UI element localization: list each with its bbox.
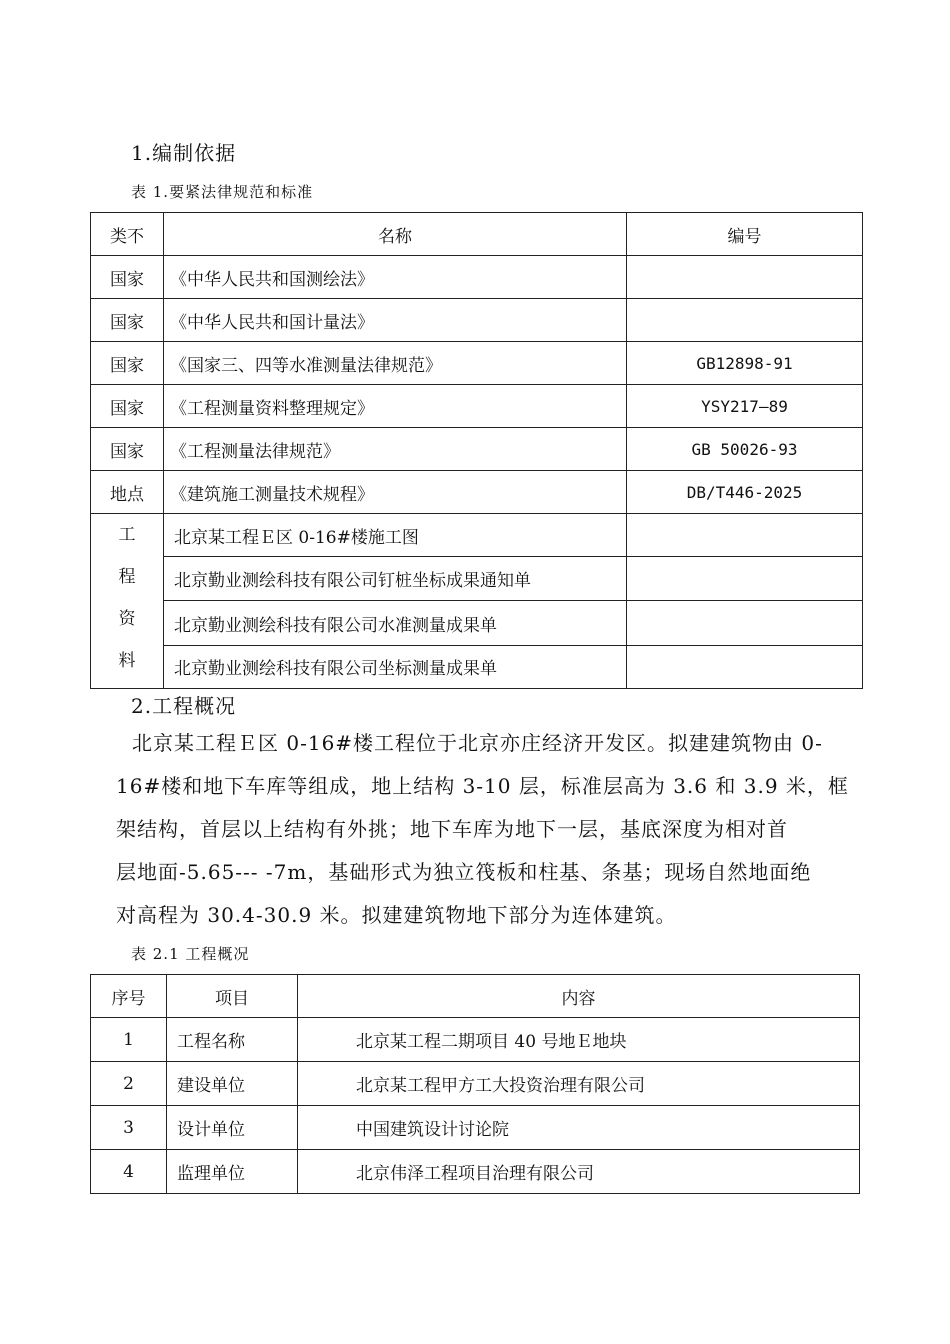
table-header-row bbox=[91, 975, 860, 1018]
header-content: 内容 bbox=[298, 975, 860, 1018]
row-category: 国家 bbox=[91, 385, 164, 428]
row-name: 《中华人民共和国测绘法》 bbox=[164, 256, 627, 299]
table-row bbox=[91, 385, 863, 428]
row-name: 北京勤业测绘科技有限公司钉桩坐标成果通知单 bbox=[164, 557, 627, 601]
row-code: YSY217—89 bbox=[627, 385, 863, 428]
row-content: 北京某工程甲方工大投资治理有限公司 bbox=[298, 1062, 860, 1106]
label-char: 料 bbox=[118, 651, 136, 671]
section-1-heading: 1.编制依据 bbox=[131, 141, 237, 165]
row-item: 工程名称 bbox=[167, 1018, 298, 1062]
header-code: 编号 bbox=[627, 213, 863, 256]
row-code: DB/T446-2025 bbox=[627, 471, 863, 514]
label-char: 资 bbox=[118, 609, 136, 629]
table-row bbox=[91, 342, 863, 385]
row-code bbox=[627, 299, 863, 342]
table-1-caption: 表 1.要紧法律规范和标准 bbox=[131, 183, 314, 201]
row-no: 2 bbox=[91, 1062, 167, 1106]
row-name: 《中华人民共和国计量法》 bbox=[164, 299, 627, 342]
project-overview-paragraph bbox=[116, 722, 856, 937]
row-code bbox=[627, 601, 863, 645]
table-row bbox=[91, 514, 863, 557]
table-row bbox=[91, 1150, 860, 1194]
paragraph-line: 架结构，首层以上结构有外挑；地下车库为地下一层，基底深度为相对首 bbox=[116, 817, 788, 841]
label-char: 工 bbox=[118, 525, 136, 545]
row-category: 国家 bbox=[91, 342, 164, 385]
row-name: 北京勤业测绘科技有限公司坐标测量成果单 bbox=[164, 645, 627, 688]
table-row bbox=[91, 299, 863, 342]
row-code bbox=[627, 645, 863, 688]
row-name: 《工程测量法律规范》 bbox=[164, 428, 627, 471]
table-row bbox=[91, 471, 863, 514]
table-row bbox=[91, 557, 863, 601]
table-row bbox=[91, 645, 863, 688]
row-code: GB 50026-93 bbox=[627, 428, 863, 471]
row-name: 《国家三、四等水准测量法律规范》 bbox=[164, 342, 627, 385]
table-row bbox=[91, 428, 863, 471]
row-name: 《建筑施工测量技术规程》 bbox=[164, 471, 627, 514]
row-code bbox=[627, 256, 863, 299]
table-2-caption: 表 2.1 工程概况 bbox=[131, 945, 250, 963]
row-content: 北京伟泽工程项目治理有限公司 bbox=[298, 1150, 860, 1194]
row-category: 国家 bbox=[91, 299, 164, 342]
paragraph-line: 16#楼和地下车库等组成，地上结构 3-10 层，标准层高为 3.6 和 3.9 米，框 bbox=[116, 774, 849, 798]
row-name: 《工程测量资料整理规定》 bbox=[164, 385, 627, 428]
table-row bbox=[91, 256, 863, 299]
engineering-materials-label bbox=[91, 514, 164, 689]
row-code bbox=[627, 557, 863, 601]
row-content: 中国建筑设计讨论院 bbox=[298, 1106, 860, 1150]
table-row bbox=[91, 1018, 860, 1062]
row-code: GB12898-91 bbox=[627, 342, 863, 385]
row-no: 4 bbox=[91, 1150, 167, 1194]
table-row bbox=[91, 1062, 860, 1106]
row-code bbox=[627, 514, 863, 557]
standards-table bbox=[90, 212, 863, 689]
project-overview-table bbox=[90, 974, 860, 1194]
table-row bbox=[91, 601, 863, 645]
header-item: 项目 bbox=[167, 975, 298, 1018]
row-item: 监理单位 bbox=[167, 1150, 298, 1194]
row-no: 1 bbox=[91, 1018, 167, 1062]
row-category: 地点 bbox=[91, 471, 164, 514]
row-category: 国家 bbox=[91, 256, 164, 299]
section-2-heading: 2.工程概况 bbox=[131, 694, 237, 718]
paragraph-line: 北京某工程Ｅ区 0-16#楼工程位于北京亦庄经济开发区。拟建建筑物由 0- bbox=[132, 731, 823, 755]
row-category: 国家 bbox=[91, 428, 164, 471]
row-name: 北京某工程Ｅ区 0-16#楼施工图 bbox=[164, 514, 627, 557]
row-no: 3 bbox=[91, 1106, 167, 1150]
row-item: 建设单位 bbox=[167, 1062, 298, 1106]
row-item: 设计单位 bbox=[167, 1106, 298, 1150]
label-char: 程 bbox=[118, 567, 136, 587]
table-header-row bbox=[91, 213, 863, 256]
header-category: 类不 bbox=[91, 213, 164, 256]
paragraph-line: 对高程为 30.4-30.9 米。拟建建筑物地下部分为连体建筑。 bbox=[116, 903, 677, 927]
paragraph-line: 层地面-5.65--- -7m，基础形式为独立筏板和柱基、条基；现场自然地面绝 bbox=[116, 860, 812, 884]
table-row bbox=[91, 1106, 860, 1150]
row-name: 北京勤业测绘科技有限公司水准测量成果单 bbox=[164, 601, 627, 645]
header-name: 名称 bbox=[164, 213, 627, 256]
row-content: 北京某工程二期项目 40 号地Ｅ地块 bbox=[298, 1018, 860, 1062]
header-no: 序号 bbox=[91, 975, 167, 1018]
